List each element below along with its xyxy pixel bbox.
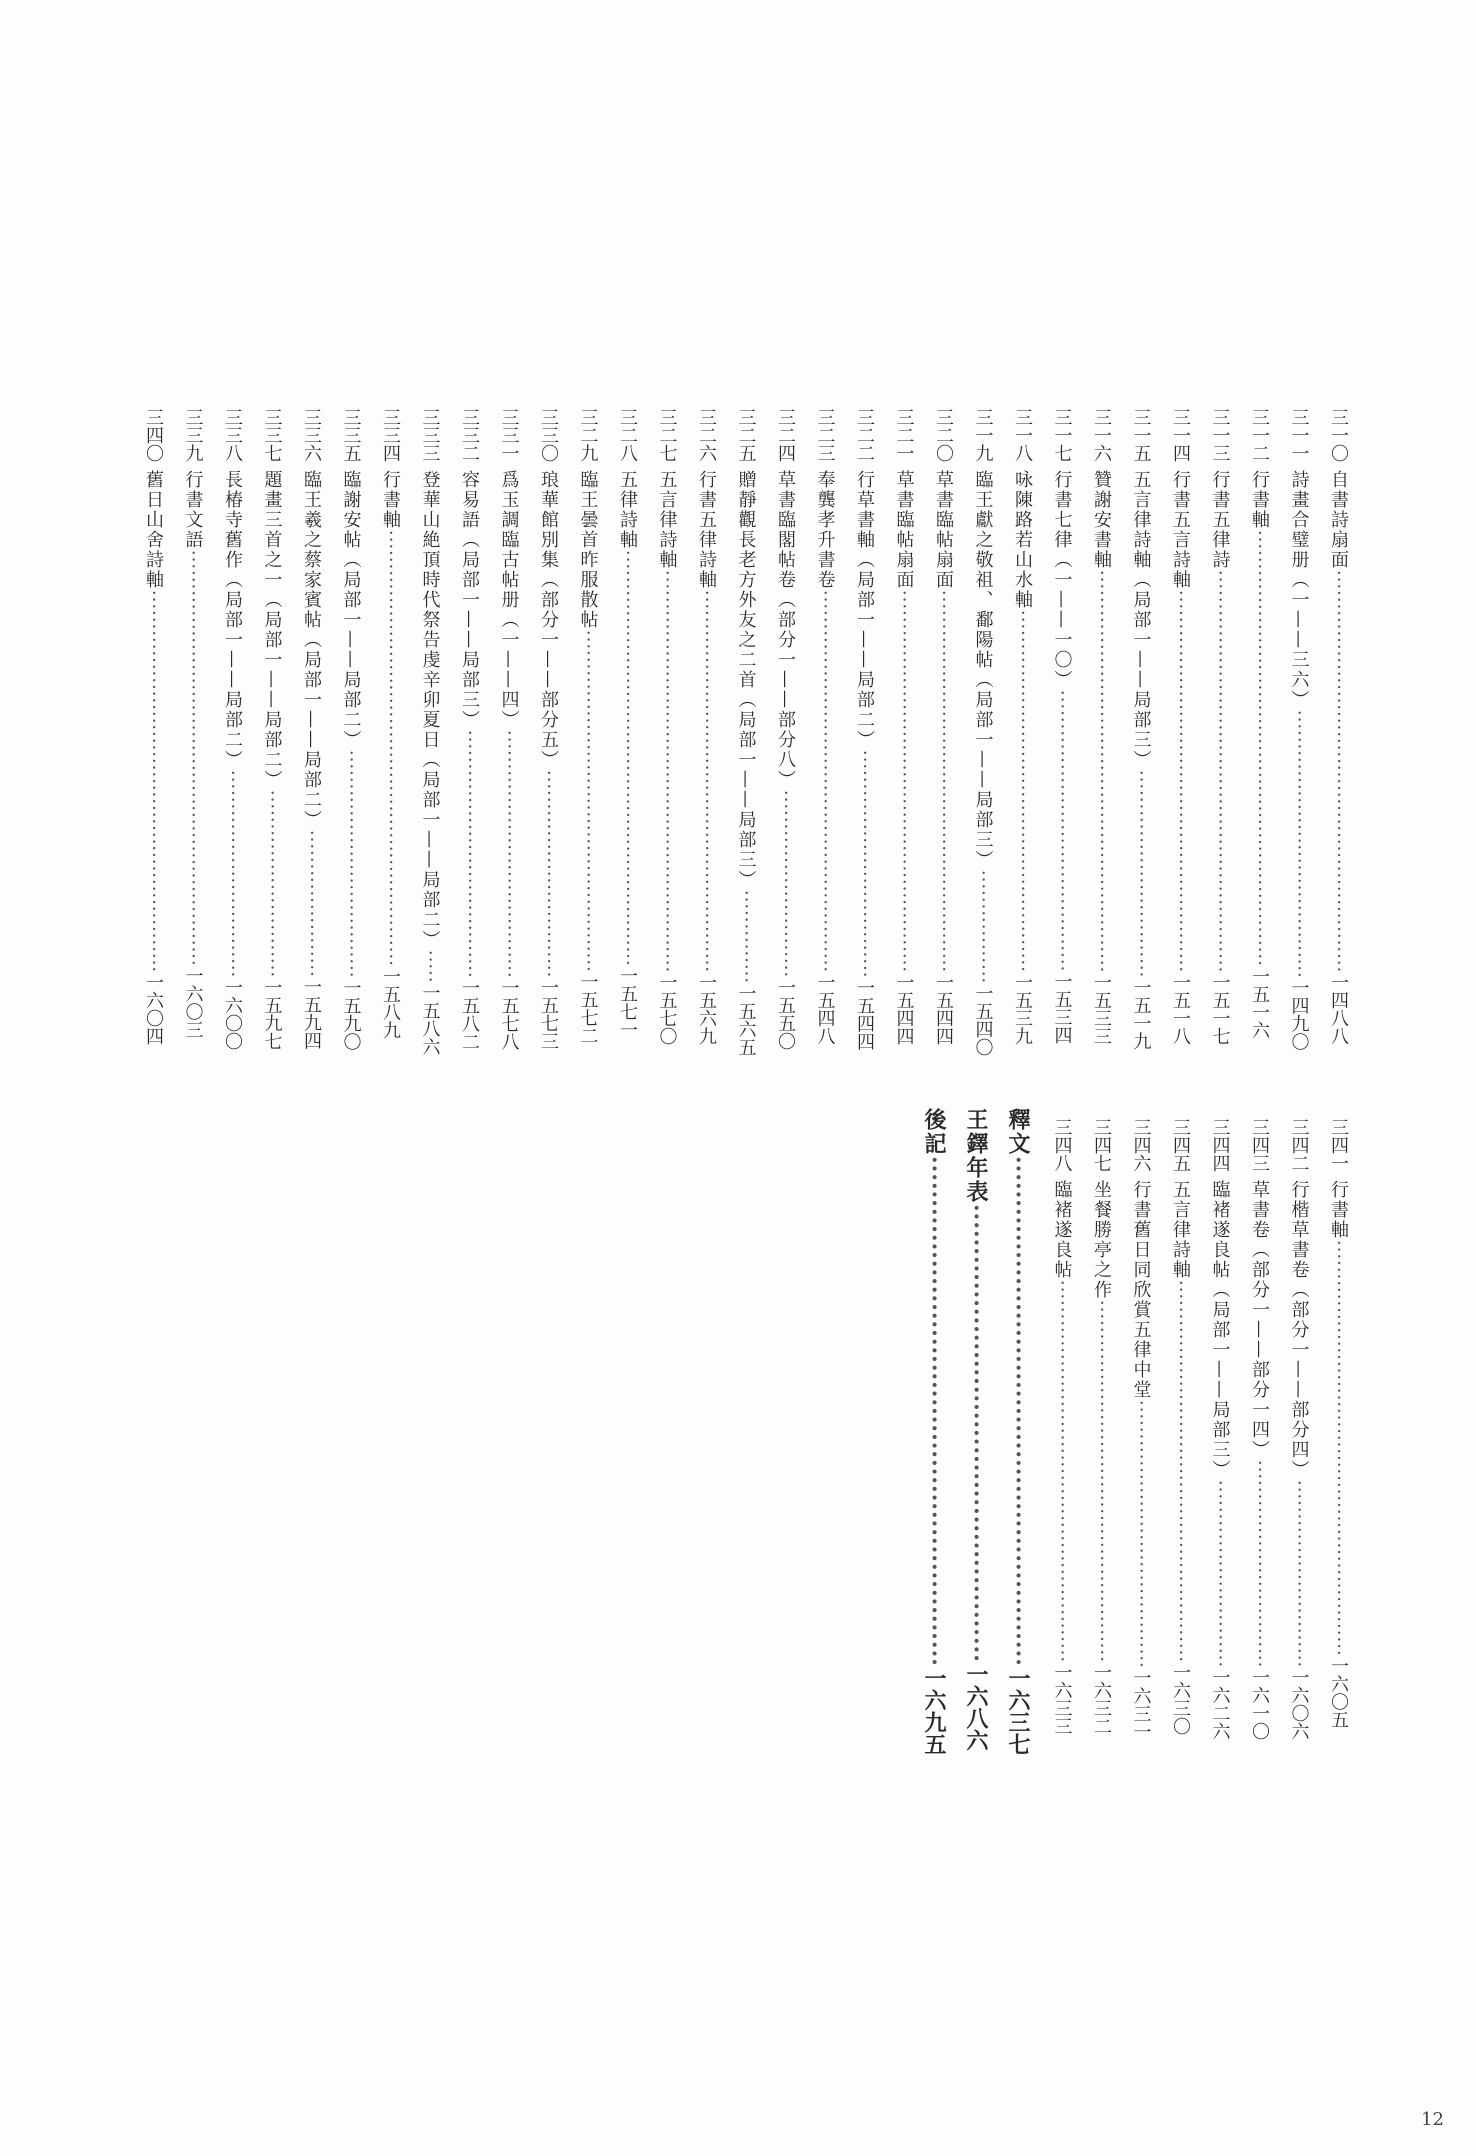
entry-number: 三一〇: [1328, 408, 1349, 462]
entry-title: 五言律詩軸: [656, 470, 678, 570]
entry-number: 三三五: [340, 408, 362, 462]
leader-dots: ····························: [1288, 1480, 1310, 1669]
entry-title: 臨王曇首昨服散帖: [577, 470, 599, 630]
entry-title: 奉龔孝升書卷: [814, 470, 836, 590]
entry-page: 一六九五: [921, 1666, 947, 1755]
leader-dots: ····························: [1209, 1480, 1231, 1669]
toc-entry: [1287, 1118, 1311, 1758]
toc-entry: [931, 408, 955, 1068]
entry-page: 一五八九: [380, 966, 401, 1039]
entry-number: 三二九: [577, 408, 599, 462]
entry-page: 一五三四: [1051, 972, 1073, 1045]
toc-entry: [457, 408, 481, 1068]
entry-page: 一五五〇: [775, 978, 796, 1051]
page-number: 12: [1421, 2109, 1444, 2130]
entry-title: 臨褚遂良帖（局部一——局部三）: [1209, 1180, 1231, 1480]
entry-number: 三四八: [1051, 1118, 1073, 1172]
entry-page: 一六三三: [1051, 1663, 1073, 1736]
entry-page: 一四九〇: [1288, 978, 1310, 1051]
toc-entry: [694, 408, 718, 1068]
leader-dots: ·························································: [696, 590, 717, 974]
entry-title: 行書五律詩軸: [696, 470, 717, 590]
toc-entry: [378, 408, 402, 1068]
entry-page: 一五一九: [1130, 978, 1152, 1051]
entry-page: 一五九四: [301, 977, 322, 1050]
leader-dots: ·······························: [1249, 1460, 1270, 1669]
entry-page: 一五九七: [261, 978, 283, 1051]
entry-title: 行書軸: [380, 470, 401, 530]
leader-dots: ·····················································: [963, 1204, 989, 1663]
appendix-entry: [922, 1108, 946, 1758]
entry-page: 一五一七: [1209, 973, 1231, 1046]
leader-dots: ·························································: [1170, 590, 1191, 974]
entry-page: 一六三〇: [1170, 1663, 1191, 1736]
leader-dots: ····························································: [1209, 570, 1231, 974]
entry-title: 行書舊日同欣賞五律中堂: [1130, 1180, 1152, 1400]
leader-dots: ··············: [735, 890, 757, 985]
entry-page: 一五六五: [735, 984, 757, 1057]
toc-entry: [576, 408, 600, 1068]
toc-entry: [1247, 408, 1271, 1068]
entry-title: 臨王羲之蔡家賓帖（局部一——局部二）: [301, 470, 322, 830]
leader-dots: ·························································: [893, 590, 915, 974]
entry-number: 三二五: [735, 408, 757, 462]
entry-title: 臨王獻之敬祖、鄱陽帖（局部一——局部三）: [972, 470, 994, 870]
entry-title: 自書詩扇面: [1328, 470, 1349, 570]
entry-number: 三四〇: [143, 408, 164, 462]
entry-title: 贈靜觀長老方外友之二首（局部一——局部三）: [735, 470, 757, 890]
entry-number: 三三〇: [538, 408, 559, 462]
entry-title: 行書軸: [1328, 1180, 1349, 1240]
entry-title: 五言律詩軸: [1170, 1180, 1191, 1280]
entry-page: 一五三三: [1091, 973, 1112, 1046]
leader-dots: ···························································: [921, 1156, 947, 1667]
toc-entry: [299, 408, 323, 1068]
toc-entry: [260, 408, 284, 1068]
toc-entry: [813, 408, 837, 1068]
entry-page: 一六八六: [963, 1662, 989, 1751]
entry-title: 贊謝安書軸: [1091, 470, 1112, 570]
entry-page: 一五七二: [577, 972, 599, 1045]
entry-title: 詩畫合璧册（一——三六）: [1288, 470, 1310, 710]
entry-page: 一五四四: [933, 973, 954, 1046]
entry-page: 一六〇〇: [222, 978, 243, 1051]
leader-dots: ·························································: [814, 590, 836, 974]
entry-title: 行書七律（一——一〇）: [1051, 470, 1073, 690]
entry-number: 三三四: [380, 408, 401, 462]
entry-number: 三一八: [1012, 408, 1033, 462]
toc-entry: [1326, 1118, 1350, 1758]
entry-page: 一六〇六: [1288, 1668, 1310, 1741]
toc-entry: [615, 408, 639, 1068]
entry-page: 一五八六: [419, 983, 441, 1056]
entry-number: 三四一: [1328, 1118, 1349, 1172]
toc-entry: [339, 408, 363, 1068]
toc-entry: [852, 408, 876, 1068]
toc-appendix-block: [870, 1108, 1030, 1758]
toc-entry: [497, 408, 521, 1068]
leader-dots: ·················: [972, 870, 994, 985]
appendix-entry: [964, 1108, 988, 1758]
entry-title: 草書卷（部分一——部分一四）: [1249, 1180, 1270, 1460]
entry-title: 草書臨帖扇面: [893, 470, 915, 590]
leader-dots: ·································································: [1249, 530, 1270, 967]
leader-dots: ····························: [261, 790, 283, 979]
toc-entry: [141, 408, 165, 1068]
leader-dots: ······························································: [1328, 1240, 1349, 1657]
entry-page: 一五九〇: [340, 978, 362, 1051]
toc-entry: [1010, 408, 1034, 1068]
entry-number: 三三六: [301, 408, 322, 462]
toc-entry: [536, 408, 560, 1068]
toc-entry: [1089, 408, 1113, 1068]
entry-number: 三二七: [656, 408, 678, 462]
entry-title: 行書文語: [182, 470, 204, 550]
entry-page: 一六〇三: [182, 966, 204, 1039]
leader-dots: ····························································: [1328, 570, 1349, 974]
entry-title: 草書臨閣帖卷（部分一——部分八）: [775, 470, 796, 790]
toc-entry: [418, 408, 442, 1068]
entry-number: 三四五: [1170, 1118, 1191, 1172]
entry-page: 一四八八: [1328, 973, 1349, 1046]
entry-number: 三二一: [893, 408, 915, 462]
entry-number: 三一一: [1288, 408, 1310, 462]
entry-page: 一五八二: [459, 978, 480, 1051]
toc-entry: [1050, 1118, 1074, 1758]
entry-title: 草書臨帖扇面: [933, 470, 954, 590]
leader-dots: ·························································: [1170, 1280, 1191, 1664]
entry-title: 行楷草書卷（部分一——部分四）: [1288, 1180, 1310, 1480]
leader-dots: ·························································: [933, 590, 954, 974]
entry-page: 一六三二: [1091, 1662, 1112, 1735]
leader-dots: ····························································: [1091, 570, 1112, 974]
entry-page: 一五四〇: [972, 984, 994, 1057]
entry-title: 坐餐勝亭之作: [1091, 1180, 1112, 1300]
entry-number: 三一二: [1249, 408, 1270, 462]
entry-title: 行書軸: [1249, 470, 1270, 530]
leader-dots: ·······························: [538, 770, 559, 979]
entry-number: 三三一: [498, 408, 520, 462]
leader-dots: ··································: [340, 750, 362, 979]
leader-dots: ····························: [775, 790, 796, 979]
leader-dots: ········································: [1288, 710, 1310, 979]
entry-page: 一六三七: [1005, 1666, 1031, 1755]
toc-entry: [181, 408, 205, 1068]
entry-number: 三一六: [1091, 408, 1112, 462]
entry-number: 三二八: [617, 408, 638, 462]
toc-entry: [1208, 408, 1232, 1068]
entry-title: 釋文: [1005, 1108, 1031, 1156]
entry-number: 三三八: [222, 408, 243, 462]
entry-page: 一六〇五: [1328, 1656, 1349, 1729]
entry-page: 一六三一: [1130, 1668, 1152, 1741]
toc-entry: [1326, 408, 1350, 1068]
entry-title: 行書五言詩軸: [1170, 470, 1191, 590]
entry-title: 五言律詩軸（局部一——局部三）: [1130, 470, 1152, 770]
entry-page: 一五七八: [498, 978, 520, 1051]
entry-number: 三一九: [972, 408, 994, 462]
entry-number: 三二四: [775, 408, 796, 462]
entry-page: 一六二六: [1209, 1668, 1231, 1741]
toc-entry: [971, 408, 995, 1068]
toc-entry: [773, 408, 797, 1068]
entry-page: 一五一八: [1170, 973, 1191, 1046]
entry-number: 三四四: [1209, 1118, 1231, 1172]
entry-number: 三二三: [814, 408, 836, 462]
entry-number: 三三三: [419, 408, 441, 462]
entry-page: 一五四四: [854, 978, 875, 1051]
toc-entry: [892, 408, 916, 1068]
entry-title: 題畫三首之一（局部一——局部二）: [261, 470, 283, 790]
entry-page: 一五一六: [1249, 966, 1270, 1039]
leader-dots: ·····: [419, 950, 441, 984]
toc-entry: [1247, 1118, 1271, 1758]
entry-page: 一五七三: [538, 978, 559, 1051]
entry-title: 臨謝安帖（局部一——局部二）: [340, 470, 362, 750]
entry-number: 三三七: [261, 408, 283, 462]
toc-entry: [734, 408, 758, 1068]
leader-dots: ···························································: [1005, 1156, 1031, 1667]
leader-dots: ····························································: [656, 570, 678, 974]
leader-dots: ······························································: [617, 550, 638, 967]
toc-upper-block: [120, 408, 1350, 1068]
leader-dots: ·································································: [380, 530, 401, 967]
leader-dots: ········································: [1130, 1400, 1152, 1669]
entry-title: 長椿寺舊作（局部一——局部二）: [222, 470, 243, 770]
leader-dots: ······················: [301, 830, 322, 978]
leader-dots: ·························································: [1051, 1280, 1073, 1664]
toc-entry: [1129, 408, 1153, 1068]
toc-entry: [1089, 1118, 1113, 1758]
toc-entry: [220, 408, 244, 1068]
entry-title: 登華山絶頂時代祭告虔辛卯夏日（局部一——局部二）: [419, 470, 441, 950]
leader-dots: ·····································: [498, 730, 520, 979]
entry-number: 三四七: [1091, 1118, 1112, 1172]
toc-entry: [1129, 1118, 1153, 1758]
toc-entry: [1208, 1118, 1232, 1758]
entry-number: 三一七: [1051, 408, 1073, 462]
entry-title: 爲玉調臨古帖册（一——四）: [498, 470, 520, 730]
leader-dots: ···················································: [577, 630, 599, 973]
entry-title: 容易語（局部一——局部三）: [459, 470, 480, 730]
entry-number: 三二二: [854, 408, 875, 462]
toc-entry: [1168, 1118, 1192, 1758]
entry-page: 一六一〇: [1249, 1668, 1270, 1741]
leader-dots: ······················································: [1091, 1300, 1112, 1663]
entry-number: 三四二: [1288, 1118, 1310, 1172]
leader-dots: ·························································: [143, 590, 164, 974]
toc-entry: [1050, 408, 1074, 1068]
entry-page: 一六〇四: [143, 973, 164, 1046]
entry-number: 三二六: [696, 408, 717, 462]
toc-entry: [1168, 408, 1192, 1068]
leader-dots: ··········································: [1051, 690, 1073, 973]
entry-number: 三二〇: [933, 408, 954, 462]
entry-number: 三一三: [1209, 408, 1231, 462]
leader-dots: ·······························: [222, 770, 243, 979]
entry-page: 一五七〇: [656, 973, 678, 1046]
entry-page: 一五三九: [1012, 972, 1033, 1045]
entry-number: 三四三: [1249, 1118, 1270, 1172]
entry-page: 一五六九: [696, 973, 717, 1046]
entry-title: 琅華館別集（部分一——部分五）: [538, 470, 559, 770]
leader-dots: ·····································: [459, 730, 480, 979]
entry-title: 行草書軸（局部一——局部二）: [854, 470, 875, 750]
toc-entry: [1287, 408, 1311, 1068]
entry-number: 三一五: [1130, 408, 1152, 462]
leader-dots: ·······························: [1130, 770, 1152, 979]
entry-number: 三三二: [459, 408, 480, 462]
entry-number: 三一四: [1170, 408, 1191, 462]
entry-page: 一五四四: [893, 973, 915, 1046]
entry-number: 三三九: [182, 408, 204, 462]
entry-title: 臨褚遂良帖: [1051, 1180, 1073, 1280]
entry-title: 五律詩軸: [617, 470, 638, 550]
leader-dots: ······················································: [1012, 610, 1033, 973]
toc-entry: [655, 408, 679, 1068]
entry-title: 舊日山舍詩軸: [143, 470, 164, 590]
entry-page: 一五七一: [617, 966, 638, 1039]
entry-number: 三四六: [1130, 1118, 1152, 1172]
entry-title: 後記: [921, 1108, 947, 1156]
entry-title: 行書五律詩: [1209, 470, 1231, 570]
entry-page: 一五四八: [814, 973, 836, 1046]
leader-dots: ··································: [854, 750, 875, 979]
entry-title: 王鐸年表: [963, 1108, 989, 1204]
appendix-entry: [1006, 1108, 1030, 1758]
entry-title: 咏陳路若山水軸: [1012, 470, 1033, 610]
leader-dots: ······························································: [182, 550, 204, 967]
